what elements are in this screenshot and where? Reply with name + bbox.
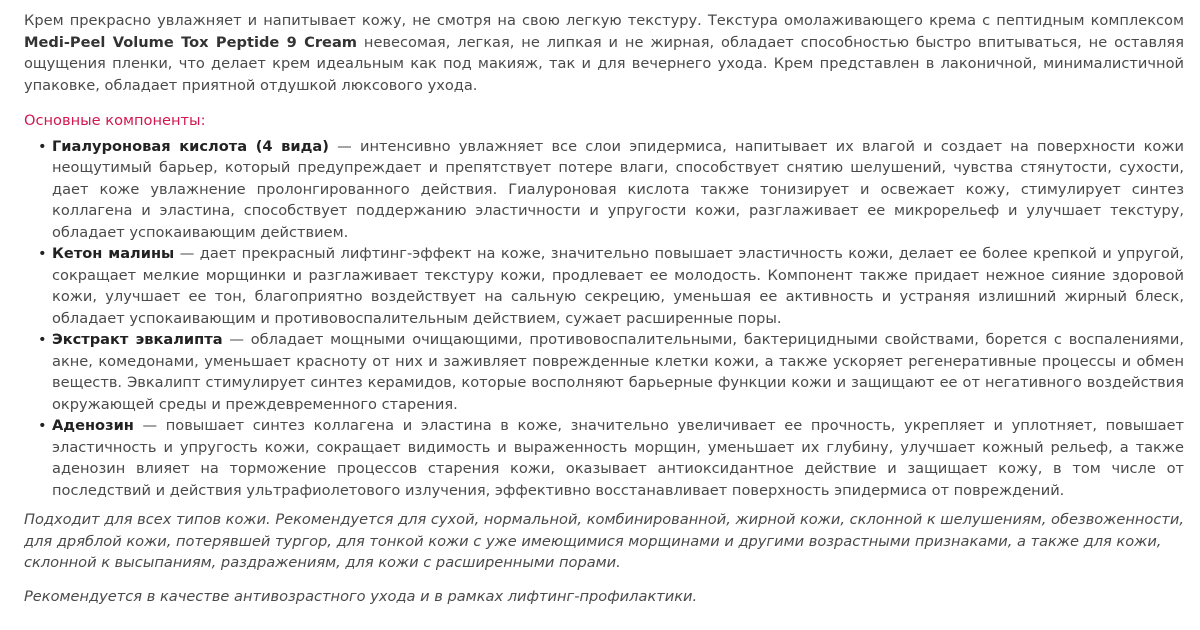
component-description: — обладает мощными очищающими, противовоспалительными, бактерицидными свойствами, борется с воспалениями, акне, комедонами, уменьшает красноту от них и заживляет поврежденные клетки кожи, а также ускоряет регенеративные процессы и обмен веществ. Эвкалипт стимулирует синтез керамидов, которые восполняют барьерные функции кожи и защищают ее от негативного воздействия окружающей среды и преждевременного старения.: [52, 331, 1184, 413]
recommendation-note: Рекомендуется в качестве антивозрастного ухода и в рамках лифтинг-профилактики.: [24, 587, 698, 605]
list-item: [38, 415, 1184, 501]
component-name: Аденозин: [52, 417, 134, 434]
bullet-icon: •: [38, 417, 47, 434]
bullet-icon: •: [38, 331, 47, 348]
component-description: — дает прекрасный лифтинг-эффект на коже, значительно повышает эластичность кожи, делает ее более крепкой и упругой, сокращает мелкие морщинки и разглаживает текстуру кожи, продлевает ее молодость. Компонент также придает нежное сияние здоровой кожи, улучшает ее тон, благоприятно воздействует на сальную секрецию, уменьшая ее активность и устраняя излишний жирный блеск, обладает успокаивающим и противовоспалительным действием, сужает расширенные поры.: [52, 245, 1184, 327]
list-item: [38, 329, 1184, 415]
intro-text-after: невесомая, легкая, не липкая и не жирная, обладает способностью быстро впитываться, не оставляя ощущения пленки, что делает крем идеальным как под макияж, так и для вечернего ухода. Крем представлен в лаконичной, минималистичной упаковке, обладает приятной отдушкой люксового ухода.: [24, 33, 1184, 94]
components-list: [24, 136, 1184, 502]
bullet-icon: •: [38, 245, 47, 262]
component-name: Экстракт эвкалипта: [52, 331, 223, 348]
skin-type-note: Подходит для всех типов кожи. Рекомендуется для сухой, нормальной, комбинированной, жирной кожи, склонной к шелушениям, обезвоженности, для дряблой кожи, потерявшей тургор, для тонкой кожи с уже имеющимися морщинами и другими возрастными признаками, а также для кожи, склонной к высыпаниям, раздражениям, для кожи с расширенными порами.: [24, 511, 1185, 571]
component-name: Кетон малины: [52, 245, 175, 262]
product-name: Medi-Peel Volume Tox Peptide 9 Cream: [24, 33, 358, 51]
list-item: [38, 243, 1184, 329]
bullet-icon: •: [38, 137, 47, 155]
component-description: — интенсивно увлажняет все слои эпидермиса, напитывает их влагой и создает на поверхности кожи неощутимый барьер, который предупреждает и препятствует потере влаги, способствует снятию шелушений, чувства стянутости, сухости, дает коже увлажнение пролонгированного действия. Гиалуроновая кислота также тонизирует и освежает кожу, стимулирует синтез коллагена и эластина, способствует поддержанию эластичности и упругости кожи, разглаживает ее микрорельеф и улучшает текстуру, обладает успокаивающим действием.: [52, 137, 1184, 241]
intro-paragraph: [24, 10, 1184, 96]
component-name: Гиалуроновая кислота (4 вида): [52, 137, 329, 155]
section-title: Основные компоненты:: [24, 112, 206, 129]
intro-text-before: Крем прекрасно увлажняет и напитывает кожу, не смотря на свою легкую текстуру. Текстура омолаживающего крема с пептидным комплексом: [24, 12, 1184, 29]
list-item: [38, 136, 1184, 244]
component-description: — повышает синтез коллагена и эластина в коже, значительно увеличивает ее прочность, укрепляет и уплотняет, повышает эластичность и упругость кожи, сокращает видимость и выраженность морщин, уменьшает их глубину, улучшает кожный рельеф, а также аденозин влияет на торможение процессов старения кожи, оказывает антиоксидантное действие и защищает кожу, в том числе от последствий и действия ультрафиолетового излучения, эффективно восстанавливает поверхность эпидермиса от повреждений.: [52, 417, 1184, 499]
